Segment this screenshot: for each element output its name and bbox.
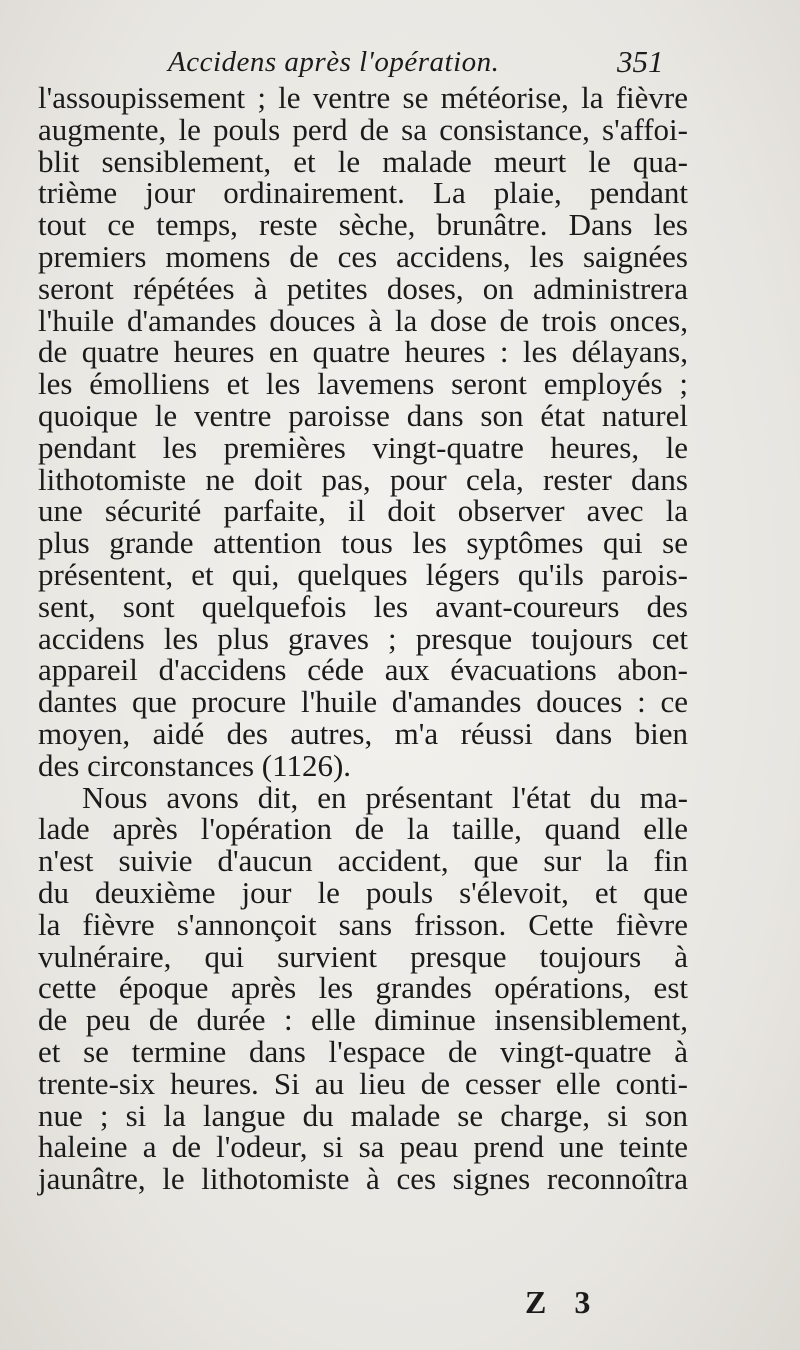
text-line: vulnéraire, qui survient presque toujours à: [38, 938, 688, 974]
paragraph-start-line: Nous avons dit, en présentant l'état du ma-: [82, 779, 688, 815]
text-line: accidens les plus graves ; presque toujours cet: [38, 620, 688, 656]
text-line: l'huile d'amandes douces à la dose de trois onces,: [38, 302, 688, 338]
body-text: [38, 82, 688, 1195]
text-line: n'est suivie d'aucun accident, que sur la fin: [38, 843, 688, 879]
text-line: trième jour ordinairement. La plaie, pendant: [38, 175, 688, 211]
text-line: de quatre heures en quatre heures : les délayans,: [38, 334, 688, 370]
text-line: nue ; si la langue du malade se charge, si son: [38, 1097, 688, 1133]
text-line: pendant les premières vingt-quatre heures, le: [38, 429, 688, 465]
page-header: [0, 42, 800, 82]
text-line: et se termine dans l'espace de vingt-quatre à: [38, 1033, 688, 1069]
running-head: Accidens après l'opération.: [168, 46, 500, 78]
text-line: les émolliens et les lavemens seront employés ;: [38, 366, 688, 402]
text-line: premiers momens de ces accidens, les saignées: [38, 238, 688, 274]
text-line: plus grande attention tous les syptômes qui se: [38, 525, 688, 561]
text-line: de peu de durée : elle diminue insensiblement,: [38, 1002, 688, 1038]
text-line: cette époque après les grandes opérations, est: [38, 970, 688, 1006]
text-line: présentent, et qui, quelques légers qu'ils parois-: [38, 556, 688, 592]
text-line: sent, sont quelquefois les avant-coureurs des: [38, 588, 688, 624]
text-line: l'assoupissement ; le ventre se météorise, la fièvre: [38, 80, 688, 115]
text-line: lade après l'opération de la taille, quand elle: [38, 811, 688, 847]
paragraph-end-line: des circonstances (1126).: [38, 747, 352, 783]
text-line: appareil d'accidens céde aux évacuations abon-: [38, 652, 688, 688]
text-line: seront répétées à petites doses, on administrera: [38, 270, 688, 306]
text-line: du deuxième jour le pouls s'élevoit, et que: [38, 874, 688, 910]
text-line: trente-six heures. Si au lieu de cesser elle conti-: [38, 1065, 688, 1101]
text-line: jaunâtre, le lithotomiste à ces signes reconnoîtra: [38, 1161, 688, 1197]
text-line: dantes que procure l'huile d'amandes douces : ce: [38, 684, 688, 720]
text-line: haleine a de l'odeur, si sa peau prend une teinte: [38, 1129, 688, 1165]
text-line: tout ce temps, reste sèche, brunâtre. Dans les: [38, 207, 688, 243]
text-line: une sécurité parfaite, il doit observer avec la: [38, 493, 688, 529]
text-line: lithotomiste ne doit pas, pour cela, rester dans: [38, 461, 688, 497]
text-line: blit sensiblement, et le malade meurt le qua-: [38, 143, 688, 179]
text-line: quoique le ventre paroisse dans son état naturel: [38, 397, 688, 433]
page-footer: [0, 1284, 800, 1324]
signature-mark: Z 3: [525, 1284, 601, 1320]
text-line: augmente, le pouls perd de sa consistance, s'affoi-: [38, 111, 688, 147]
text-line: moyen, aidé des autres, m'a réussi dans bien: [38, 715, 688, 751]
text-line: la fièvre s'annonçoit sans frisson. Cette fièvre: [38, 906, 688, 942]
page-number: 351: [617, 44, 664, 79]
